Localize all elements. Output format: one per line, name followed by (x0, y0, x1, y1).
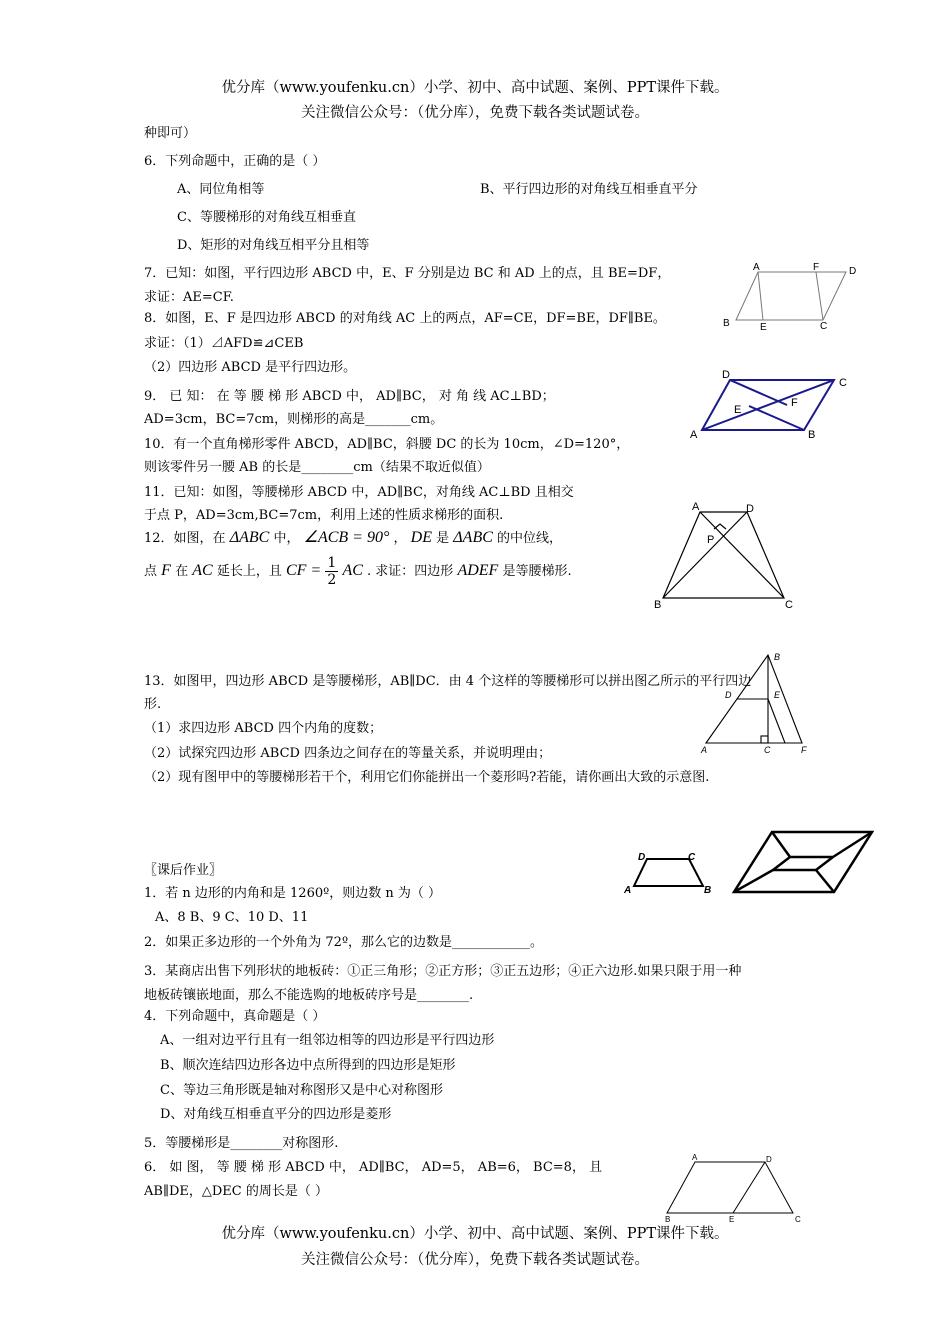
homework-6-line-2: AB∥DE，△DEC 的周长是（ ） (144, 1184, 328, 1199)
homework-1: 1．若 n 边形的内角和是 1260º，则边数 n 为（ ） (144, 886, 442, 901)
homework-4-option-c: C、等边三角形既是轴对称图形又是中心对称图形 (160, 1083, 443, 1098)
homework-4-option-d: D、对角线互相垂直平分的四边形是菱形 (160, 1107, 392, 1122)
question-7-line-1: 7．已知：如图，平行四边形 ABCD 中，E、F 分别是边 BC 和 AD 上的点，且 BE=DF， (144, 266, 671, 281)
svg-text:B: B (654, 599, 662, 611)
svg-text:E: E (760, 322, 767, 333)
question-9-line-2: AD=3cm，BC=7cm，则梯形的高是_______cm。 (144, 412, 444, 427)
svg-text:C: C (839, 377, 847, 389)
svg-text:A: A (692, 1153, 698, 1162)
svg-text:B: B (723, 318, 730, 329)
question-13-line-1: 13．如图甲，四边形 ABCD 是等腰梯形，AB∥DC．由 4 个这样的等腰梯形可以拼出图乙所示的平行四边 (144, 674, 752, 689)
figure-q11-trapezoid (648, 498, 798, 613)
svg-text:C: C (764, 745, 771, 755)
question-13-part-1: （1）求四边形 ABCD 四个内角的度数； (144, 721, 383, 736)
option-6b: B、平行四边形的对角线互相垂直平分 (480, 182, 698, 197)
svg-text:C: C (785, 599, 793, 611)
option-6d: D、矩形的对角线互相平分且相等 (177, 238, 370, 253)
question-9-line-1: 9． 已 知： 在 等 腰 梯 形 ABCD 中， AD∥BC， 对 角 线 AC⊥BD； (144, 389, 555, 404)
svg-text:A: A (701, 745, 708, 755)
svg-text:F: F (813, 262, 820, 273)
question-12-line-2: 点 F 在 AC 延长上，且 CF = $\frac{1}{2}$ AC . 求证：四边形 ADEF 是等腰梯形. (144, 555, 572, 588)
question-6: 6．下列命题中，正确的是（ ） (144, 154, 326, 169)
svg-text:D: D (638, 852, 646, 863)
fraction: $\frac{1}{2}$ (327, 555, 337, 588)
footer-line-1: 优分库（www.youfenku.cn）小学、初中、高中试题、案例、PPT课件下载。 (221, 1226, 729, 1242)
svg-text:B: B (704, 885, 712, 896)
question-13-part-2: （2）试探究四边形 ABCD 四条边之间存在的等量关系，并说明理由； (144, 746, 552, 761)
homework-4-option-b: B、顺次连结四边形各边中点所得到的四边形是矩形 (160, 1058, 456, 1073)
svg-text:B: B (774, 652, 781, 662)
svg-text:E: E (734, 404, 742, 416)
svg-text:A: A (692, 501, 700, 513)
svg-text:P: P (707, 534, 715, 546)
svg-text:A: A (753, 262, 760, 273)
svg-text:B: B (665, 1215, 671, 1224)
svg-text:A: A (624, 885, 632, 896)
homework-1-options: A、8 B、9 C、10 D、11 (155, 910, 309, 925)
question-10-line-2: 则该零件另一腰 AB 的长是________cm（结果不取近似值） (144, 460, 490, 475)
option-6a: A、同位角相等 (177, 182, 265, 197)
homework-4: 4．下列命题中，真命题是（ ） (144, 1009, 326, 1024)
svg-text:B: B (808, 429, 816, 441)
question-8-line-1: 8．如图，E、F 是四边形 ABCD 的对角线 AC 上的两点，AF=CE，DF=BE，DF∥BE。 (144, 311, 666, 326)
homework-3-line-2: 地板砖镶嵌地面，那么不能选购的地板砖序号是________. (144, 988, 474, 1003)
svg-text:C: C (795, 1215, 801, 1224)
homework-3-line-1: 3．某商店出售下列形状的地板砖：①正三角形；②正方形；③正五边形；④正六边形.如果只限于用一种 (144, 964, 742, 979)
footer-line-2: 关注微信公众号：（优分库），免费下载各类试题试卷。 (301, 1252, 649, 1268)
question-13-part-3: （2）现有图甲中的等腰梯形若干个，利用它们你能拼出一个菱形吗?若能，请你画出大致的示意图. (144, 770, 710, 785)
question-13-line-2: 形. (144, 697, 162, 712)
question-10-line-1: 10．有一个直角梯形零件 ABCD，AD∥BC，斜腰 DC 的长为 10cm，∠D=120°， (144, 437, 630, 452)
homework-2: 2．如果正多边形的一个外角为 72º，那么它的边数是____________。 (144, 935, 544, 950)
homework-4-option-a: A、一组对边平行且有一组邻边相等的四边形是平行四边形 (160, 1033, 495, 1048)
header-line-1: 优分库（www.youfenku.cn）小学、初中、高中试题、案例、PPT课件下载。 (221, 80, 729, 96)
svg-text:D: D (849, 266, 857, 277)
svg-text:F: F (791, 397, 798, 409)
header-line-2: 关注微信公众号：（优分库），免费下载各类试题试卷。 (301, 105, 649, 121)
question-7-line-2: 求证：AE=CF. (144, 290, 234, 305)
question-8-line-2: 求证：（1）⊿AFD≌⊿CEB (144, 336, 304, 351)
question-8-line-3: （2）四边形 ABCD 是平行四边形。 (144, 360, 357, 375)
svg-text:A: A (690, 429, 698, 441)
option-6c: C、等腰梯形的对角线互相垂直 (177, 210, 356, 225)
svg-text:C: C (688, 852, 696, 863)
figure-q13-trapezoid-jia (622, 848, 714, 896)
figure-q7-parallelogram (718, 260, 868, 335)
figure-q8-parallelogram (684, 366, 854, 446)
question-11-line-1: 11．已知：如图，等腰梯形 ABCD 中，AD∥BC，对角线 AC⊥BD 且相交 (144, 485, 574, 500)
svg-text:C: C (820, 321, 828, 332)
question-12-line-1: 12．如图，在 ΔABC 中， ∠ACB = 90° ， DE 是 ΔABC 的中位线， (144, 529, 563, 546)
figure-hw6-trapezoid (665, 1152, 810, 1227)
svg-text:E: E (774, 690, 781, 700)
homework-5: 5．等腰梯形是________对称图形. (144, 1136, 339, 1151)
figure-q13-parallelogram-yi (730, 826, 875, 898)
svg-text:D: D (722, 369, 730, 381)
svg-text:F: F (801, 745, 807, 755)
figure-q12-triangle (698, 651, 813, 756)
svg-text:D: D (746, 503, 754, 515)
homework-6-line-1: 6． 如 图， 等 腰 梯 形 ABCD 中， AD∥BC， AD=5， AB=6， BC=8， 且 (144, 1160, 603, 1175)
question-11-line-2: 于点 P，AD=3cm,BC=7cm，利用上述的性质求梯形的面积. (144, 508, 504, 523)
svg-text:D: D (766, 1155, 772, 1164)
homework-heading: 〖课后作业〗 (144, 863, 223, 878)
text-line: 种即可） (144, 126, 197, 141)
svg-text:D: D (725, 690, 732, 700)
svg-text:E: E (729, 1215, 735, 1224)
